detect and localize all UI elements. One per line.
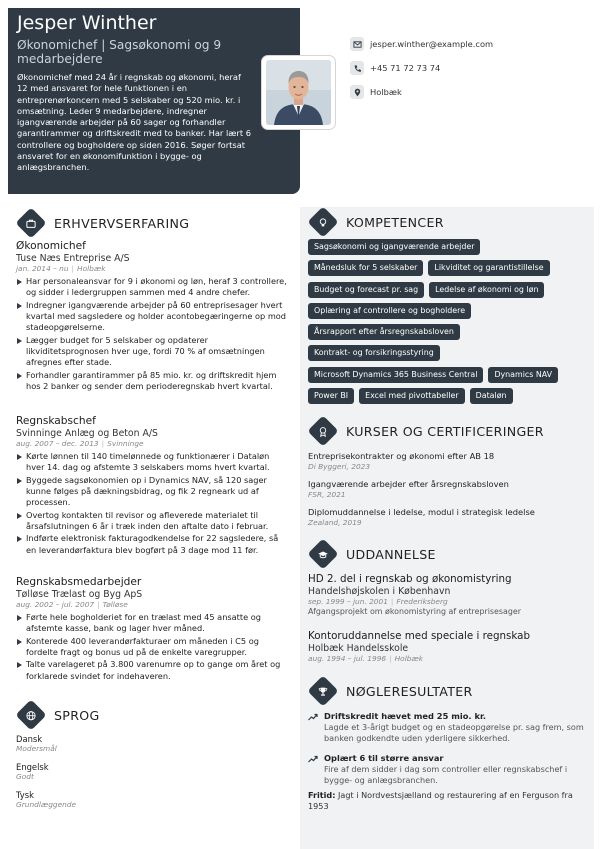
job-bullet: Forhandler garantirammer på 85 mio. kr. og driftskredit hjem hos 2 banker og sender dem perioderegnskab hvert kvartal. xyxy=(16,370,288,393)
candidate-name: Jesper Winther xyxy=(17,12,157,34)
education-item xyxy=(308,573,588,617)
job-bullet: Talte varelageret på 3.800 varenumre op to gange om året og forklarede svindet for indehaveren. xyxy=(16,659,288,682)
profile-photo xyxy=(262,56,335,129)
job-meta: aug. 2002 – jul. 2007 | Tølløse xyxy=(16,600,128,609)
job-bullets xyxy=(16,451,288,556)
contact-email[interactable]: jesper.winther@example.com xyxy=(370,39,494,49)
skill-chip: Dataløn xyxy=(470,388,513,404)
job-bullet: Konterede 400 leverandørfakturaer om måneden i C5 og fordelte fragt og bonus ud på de enkelte varegrupper. xyxy=(16,636,288,659)
skill-chip: Likviditet og garantistillelse xyxy=(428,260,549,276)
achievement-title: Oplært 6 til større ansvar xyxy=(324,753,444,763)
job-bullet: Byggede sagsøkonomien op i Dynamics NAV, så 120 sager kunne følges på dækningsbidrag, og fik 2 regneark ud af processen. xyxy=(16,475,288,509)
education-period: aug. 1994 – jul. 1996 xyxy=(308,653,387,663)
skill-chip: Budget og forecast pr. sag xyxy=(308,282,424,298)
trophy-icon xyxy=(307,675,338,706)
education-meta: aug. 1994 – jul. 1996 | Holbæk xyxy=(308,653,424,663)
job-bullet: Kørte lønnen til 140 timelønnede og funktionærer i Dataløn hver 14. dag og afstemte 3 selskabers moms hvert kvartal. xyxy=(16,451,288,474)
achievement-title: Driftskredit hævet med 25 mio. kr. xyxy=(324,711,487,721)
job-place: Tølløse xyxy=(102,600,128,609)
phone-icon xyxy=(350,61,364,75)
achievement-item xyxy=(308,753,588,786)
language-level: Modersmål xyxy=(16,744,57,753)
candidate-role: Økonomichef | Sagsøkonomi og 9 medarbejdere xyxy=(17,38,222,66)
certificate-icon xyxy=(307,415,338,446)
contact-block xyxy=(350,32,590,104)
education-place: Frederiksberg xyxy=(396,596,448,606)
skills-heading xyxy=(308,211,444,233)
course-item xyxy=(308,479,588,500)
location-pin-icon xyxy=(350,85,364,99)
achievement-description: Fire af dem sidder i dag som controller eller regnskabschef i bygge- og anlægsbranchen. xyxy=(324,764,568,786)
contact-location: Holbæk xyxy=(370,87,402,97)
language-name: Engelsk xyxy=(16,762,49,772)
course-meta: FSR, 2021 xyxy=(308,490,346,499)
course-item xyxy=(308,451,588,472)
language-item xyxy=(16,762,216,782)
profile-summary: Økonomichef med 24 år i regnskab og økonomi, heraf 12 med ansvaret for hele funktionen i en entreprenørkoncern med 5 selskaber og 520 mio. kr. i omsætning. Leder 9 medarbejdere, indregner igangværende arbejder på 60 sager og forhandler garantirammer og driftskredit med to banker. Har lært 6 controllere og bogholdere op siden 2016. Søger fortsat ansvaret for en økonomifunktion i bygge- og anlægsbranchen. xyxy=(17,72,251,173)
leisure-line xyxy=(308,790,588,812)
achievement-item xyxy=(308,711,588,744)
skill-chip: Månedsluk for 5 selskaber xyxy=(308,260,423,276)
contact-location-row xyxy=(350,80,590,104)
achievement-header xyxy=(308,711,588,722)
skill-chip: Kontrakt- og forsikringsstyring xyxy=(308,345,440,361)
job-bullet: Indregner igangværende arbejder på 60 entreprisesager hvert kvartal med sagsledere og holder acontobegæringerne op mod stadeopgørelserne. xyxy=(16,300,288,334)
skill-chip: Excel med pivottabeller xyxy=(359,388,465,404)
skills-list xyxy=(308,239,588,409)
job-title: Økonomichef xyxy=(16,240,86,252)
skill-chip: Ledelse af økonomi og løn xyxy=(429,282,544,298)
achievements-title: NØGLERESULTATER xyxy=(346,683,473,699)
degree-title: Kontoruddannelse med speciale i regnskab xyxy=(308,630,531,642)
lightbulb-icon xyxy=(307,206,338,237)
job-bullet: Lægger budget for 5 selskaber og opdaterer likviditetsprognosen hver uge, fordi 70 % af omsætningen afregnes efter stade. xyxy=(16,335,288,369)
course-title: Diplomuddannelse i ledelse, modul i strategisk ledelse xyxy=(308,507,535,517)
job-entry xyxy=(16,415,288,557)
skill-chip: Oplæring af controllere og bogholdere xyxy=(308,303,471,319)
mail-icon xyxy=(350,37,364,51)
language-item xyxy=(16,790,216,810)
education-heading xyxy=(308,543,436,565)
contact-phone-row xyxy=(350,56,590,80)
graduation-cap-icon xyxy=(307,538,338,569)
skill-chip: Sagsøkonomi og igangværende arbejder xyxy=(308,239,480,255)
education-item xyxy=(308,630,588,664)
skill-chip: Power BI xyxy=(308,388,354,404)
school-name: Handelshøjskolen i København xyxy=(308,585,451,597)
education-description: Afgangsprojekt om økonomistyring af entreprisesager xyxy=(308,606,521,616)
courses-heading xyxy=(308,420,544,442)
education-period: sep. 1999 – jun. 2001 xyxy=(308,596,388,606)
experience-heading xyxy=(16,212,189,234)
job-entry xyxy=(16,576,288,683)
job-company: Tuse Næs Entreprise A/S xyxy=(16,253,130,264)
skill-chip: Microsoft Dynamics 365 Business Central xyxy=(308,367,483,383)
job-company: Tølløse Trælast og Byg ApS xyxy=(16,589,143,600)
job-bullet: Førte hele bogholderiet for en trælast med 45 ansatte og afstemte kasse, bank og lager hver måned. xyxy=(16,612,288,635)
skills-title: KOMPETENCER xyxy=(346,214,444,230)
job-bullets xyxy=(16,276,288,392)
school-name: Holbæk Handelsskole xyxy=(308,642,409,654)
leisure-text: Jagt i Nordvestsjælland og restaurering af en Ferguson fra 1953 xyxy=(308,790,573,812)
job-meta: aug. 2007 – dec. 2013 | Svinninge xyxy=(16,439,144,448)
course-item xyxy=(308,507,588,528)
job-bullets xyxy=(16,612,288,682)
job-bullet: Overtog kontakten til revisor og afleverede materialet til årsafslutningen 6 år i træk inden den aftalte dato i februar. xyxy=(16,510,288,533)
degree-title: HD 2. del i regnskab og økonomistyring xyxy=(308,573,512,585)
job-meta: jan. 2014 – nu | Holbæk xyxy=(16,264,106,273)
languages-heading xyxy=(16,704,100,726)
job-period: aug. 2007 – dec. 2013 xyxy=(16,439,99,448)
job-title: Regnskabsmedarbejder xyxy=(16,576,142,588)
course-meta: Di Byggeri, 2023 xyxy=(308,462,371,471)
languages-title: SPROG xyxy=(54,707,100,723)
job-place: Holbæk xyxy=(77,264,106,273)
course-title: Entreprisekontrakter og økonomi efter AB 18 xyxy=(308,451,495,461)
globe-icon xyxy=(15,699,46,730)
trend-up-icon xyxy=(308,755,318,763)
education-meta: sep. 1999 – jun. 2001 | Frederiksberg xyxy=(308,596,448,606)
trend-up-icon xyxy=(308,713,318,721)
course-title: Igangværende arbejder efter årsregnskabsloven xyxy=(308,479,509,489)
job-company: Svinninge Anlæg og Beton A/S xyxy=(16,428,158,439)
job-period: jan. 2014 – nu xyxy=(16,264,69,273)
language-level: Godt xyxy=(16,772,34,781)
education-place: Holbæk xyxy=(394,653,424,663)
achievement-header xyxy=(308,753,588,764)
profile-header xyxy=(8,8,300,194)
courses-title: KURSER OG CERTIFICERINGER xyxy=(346,423,544,439)
job-entry xyxy=(16,240,288,393)
job-bullet: Indførte elektronisk fakturagodkendelse for 22 sagsledere, så en leverandørfaktura blev bogført på 3 dage mod 11 før. xyxy=(16,533,288,556)
achievements-heading xyxy=(308,680,473,702)
education-title: UDDANNELSE xyxy=(346,546,436,562)
job-bullet: Har personaleansvar for 9 i økonomi og løn, heraf 3 controllere, og sidder i ledergruppen sammen med 4 andre chefer. xyxy=(16,276,288,299)
job-title: Regnskabschef xyxy=(16,415,96,427)
achievement-description: Lagde et 3-årigt budget og en stadeopgørelse pr. sag frem, som banken godkendte uden yderligere sikkerhed. xyxy=(324,722,584,744)
language-name: Dansk xyxy=(16,734,43,744)
contact-phone[interactable]: +45 71 72 73 74 xyxy=(370,63,441,73)
leisure-label: Fritid: xyxy=(308,790,336,800)
contact-email-row xyxy=(350,32,590,56)
briefcase-icon xyxy=(15,207,46,238)
job-place: Svinninge xyxy=(107,439,144,448)
language-level: Grundlæggende xyxy=(16,800,77,809)
skill-chip: Årsrapport efter årsregnskabsloven xyxy=(308,324,460,340)
experience-title: ERHVERVSERFARING xyxy=(54,215,190,231)
skill-chip: Dynamics NAV xyxy=(488,367,558,383)
job-period: aug. 2002 – jul. 2007 xyxy=(16,600,95,609)
portrait-image xyxy=(266,60,331,125)
course-meta: Zealand, 2019 xyxy=(308,518,362,527)
language-name: Tysk xyxy=(16,790,34,800)
language-item xyxy=(16,734,216,754)
